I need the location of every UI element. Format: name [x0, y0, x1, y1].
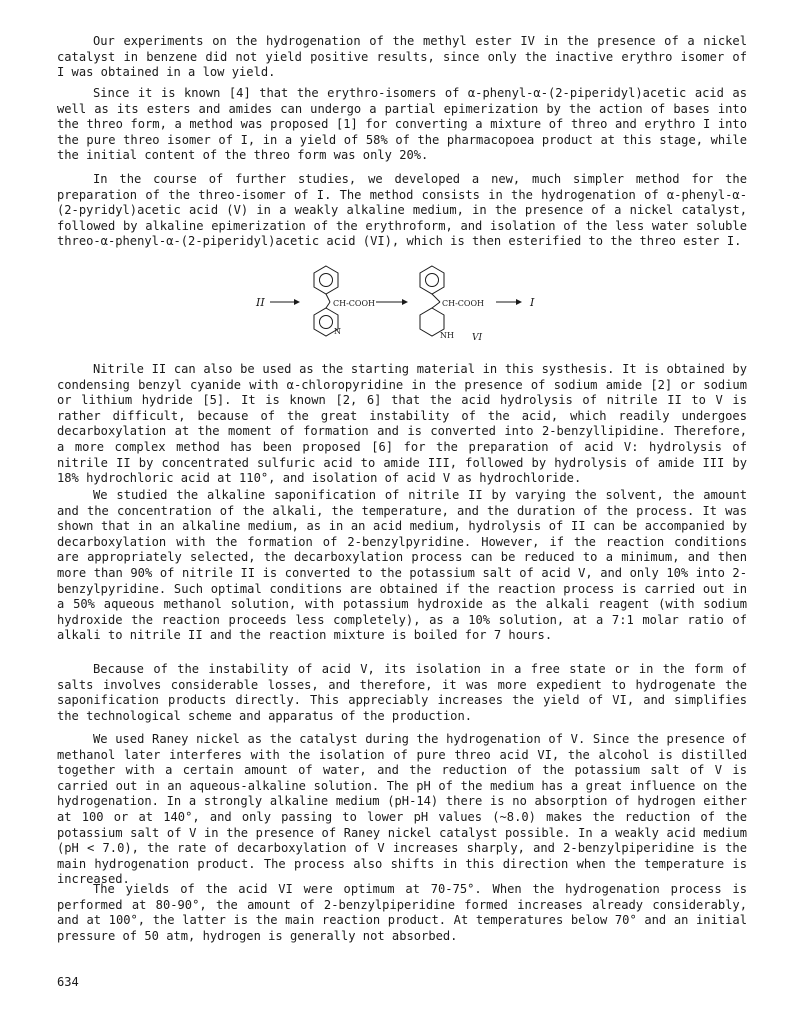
paragraph-6: Because of the instability of acid V, its isolation in a free state or in the form of salts involves considerable losses, and therefore, it was more expedient to hydrogenate the saponification products directly. This appreciably increases the yield of VI, and simplifies the technological scheme and apparatus of the production.	[57, 662, 747, 723]
paragraph-4: Nitrile II can also be used as the starting material in this systhesis. It is obtained by condensing benzyl cyanide with α-chloropyridine in the presence of sodium amide [2] or sodium or lithium hydride [5]. It is known [2, 6] that the acid hydrolysis of nitrile II to V is rather difficult, because of the great instability of the acid, which readily undergoes decarboxylation at the moment of formation and is converted into 2-benzyllipidine. Therefore, a more complex method has been proposed [6] for the preparation of acid V: hydrolysis of nitrile II by concentrated sulfuric acid to amide III, followed by hydrolysis of amide III by 18% hydrochloric acid at 110°, and isolation of acid V as hydrochloride.	[57, 362, 747, 486]
compound-vi-label: VI	[472, 333, 483, 343]
phenyl-ring	[314, 266, 338, 294]
paragraph-3: In the course of further studies, we developed a new, much simpler method for the preparation of the threo-isomer of I. The method consists in the hydrogenation of α-phenyl-α-(2-pyridyl)acetic acid (V) in a weakly alkaline medium, in the presence of a nickel catalyst, followed by alkaline epimerization of the erythroform, and isolation of the less water soluble threo-α-phenyl-α-(2-piperidyl)acetic acid (VI), which is then esterified to the threo ester I.	[57, 172, 747, 249]
aromatic-circle	[320, 316, 333, 329]
compound-v-group: CH-COOH	[333, 299, 376, 308]
phenyl-ring	[420, 266, 444, 294]
reaction-arrow-2	[376, 299, 408, 305]
page-number: 634	[57, 975, 79, 989]
scheme-end-label: I	[530, 296, 535, 309]
paragraph-8: The yields of the acid VI were optimum at 70-75°. When the hydrogenation process is performed at 80-90°, the amount of 2-benzylpiperidine formed increases already considerably, and at 100°, the latter is the main reaction product. At temperatures below 70° and an initial pressure of 50 atm, hydrogen is generally not absorbed.	[57, 882, 747, 943]
aromatic-circle	[320, 274, 333, 287]
compound-vi-group: CH-COOH	[442, 299, 485, 308]
pyridine-n-label: N	[334, 327, 341, 336]
paragraph-1: Our experiments on the hydrogenation of the methyl ester IV in the presence of a nickel catalyst in benzene did not yield positive results, since only the inactive erythro isomer of I was obtained in a low yield.	[57, 34, 747, 80]
reaction-arrow-3	[496, 299, 522, 305]
paragraph-5: We studied the alkaline saponification of nitrile II by varying the solvent, the amount and the concentration of the alkali, the temperature, and the duration of the process. It was shown that in an alkaline medium, as in an acid medium, hydrolysis of II can be accompanied by decarboxylation with the formation of 2-benzylpyridine. However, if the reaction conditions are appropriately selected, the decarboxylation process can be reduced to a minimum, and then more than 90% of nitrile II is converted to the potassium salt of acid V, and only 10% into 2-benzylpyridine. Such optimal conditions are obtained if the reaction process is carried out in a 50% aqueous methanol solution, with potassium hydroxide as the alkali reagent (with sodium hydroxide the reaction proceeds less completely), as a 10% solution, at a 7:1 molar ratio of alkali to nitrile II and the reaction mixture is boiled for 7 hours.	[57, 488, 747, 643]
compound-vi-structure	[420, 266, 444, 336]
reaction-arrow-1	[270, 299, 300, 305]
paragraph-2: Since it is known [4] that the erythro-isomers of α-phenyl-α-(2-piperidyl)acetic acid as well as its esters and amides can undergo a partial epimerization by the action of bases into the threo form, a method was proposed [1] for converting a mixture of threo and erythro I into the pure threo isomer of I, in a yield of 58% of the pharmacopoea product at this stage, while the initial content of the threo form was only 20%.	[57, 86, 747, 163]
piperidine-nh-label: NH	[440, 331, 454, 340]
reaction-scheme	[250, 262, 560, 344]
scheme-start-label: II	[256, 296, 265, 309]
aromatic-circle	[426, 274, 439, 287]
paragraph-7: We used Raney nickel as the catalyst during the hydrogenation of V. Since the presence of methanol later interferes with the isolation of pure threo acid VI, the alcohol is distilled together with a certain amount of water, and the reduction of the potassium salt of V is carried out in an aqueous-alkaline solution. The pH of the medium has a great influence on the hydrogenation. In a strongly alkaline medium (pH-14) there is no absorption of hydrogen either at 100 or at 140°, and only passing to lower pH values (~8.0) makes the reduction of the potassium salt of V in the presence of Raney nickel catalyst possible. In a weakly acid medium (pH < 7.0), the rate of decarboxylation of V increases sharply, and 2-benzylpiperidine is the main hydrogenation product. The process also shifts in this direction when the temperature is increased.	[57, 732, 747, 887]
